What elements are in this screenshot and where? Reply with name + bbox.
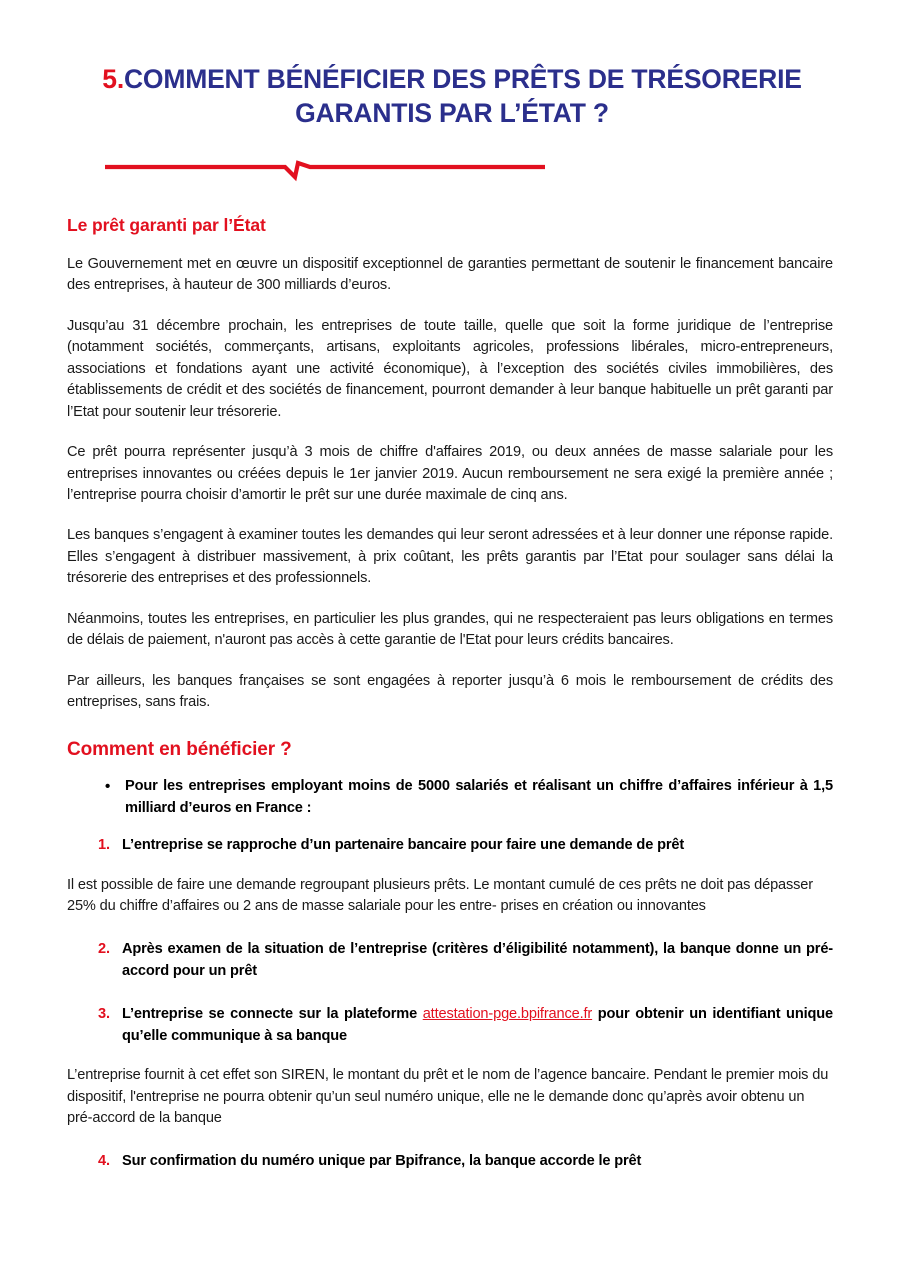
step-label: Après examen de la situation de l’entreprise (critères d’éligibilité notamment), la banque donne un pré-accord pour un prêt: [122, 941, 833, 979]
section-heading-comment-beneficier: Comment en bénéficier ?: [67, 739, 292, 761]
title-number: 5.: [102, 64, 124, 94]
step-label-after-link: pour obtenir un identifiant unique qu’elle communique à sa banque: [122, 1006, 833, 1044]
paragraph-montant-pret: Ce prêt pourra représenter jusqu’à 3 mois de chiffre d'affaires 2019, ou deux années de masse salariale pour les entreprises innovantes ou créées depuis le 1er janvier 2019. Aucun remboursement ne sera exigé la première année ; l’entreprise pourra choisir d’amortir le prêt sur une durée maximale de cinq ans.: [67, 444, 833, 503]
list-item-eligibility: [67, 776, 833, 819]
document-header: [67, 62, 833, 131]
document-body: [67, 215, 833, 1173]
step-label: Sur confirmation du numéro unique par Bpifrance, la banque accorde le prêt: [122, 1153, 642, 1170]
title-text: COMMENT BÉNÉFICIER DES PRÊTS DE TRÉSORERIE GARANTIS PAR L’ÉTAT ?: [123, 64, 802, 129]
numbered-step-3: [67, 1004, 833, 1047]
step-label-before-link: L’entreprise se connecte sur la plateforme: [122, 1006, 423, 1023]
paragraph-delais-paiement: Néanmoins, toutes les entreprises, en particulier les plus grandes, qui ne respecteraient pas leurs obligations en termes de délais de paiement, n'auront pas accès à cette garantie de l'Etat pour leurs crédits bancaires.: [67, 610, 833, 649]
numbered-step-1: [67, 835, 833, 856]
list-item-label: Pour les entreprises employant moins de 5000 salariés et réalisant un chiffre d’affaires inférieur à 1,5 milliard d’euros en France :: [125, 778, 833, 816]
paragraph-engagement-banques: Les banques s’engagent à examiner toutes les demandes qui leur seront adressées et à leur donner une réponse rapide. Elles s’engagent à distribuer massivement, à prix coûtant, les prêts garantis par l’Etat pour soulager sans délai la trésorerie des entreprises et des professionnels.: [67, 527, 833, 587]
numbered-step-2: [67, 939, 833, 982]
attestation-pge-link[interactable]: attestation-pge.bpifrance.fr: [422, 1006, 593, 1023]
paragraph-report-credits: Par ailleurs, les banques françaises se sont engagées à reporter jusqu’à 6 mois le remboursement de crédits des entreprises, sans frais.: [67, 672, 833, 710]
numbered-step-4: [67, 1151, 833, 1172]
title-underline-decoration: [105, 155, 545, 185]
step-number: 1.: [98, 837, 110, 854]
bullet-dot-icon: •: [105, 778, 111, 796]
step-label: L’entreprise se rapproche d’un partenaire bancaire pour faire une demande de prêt: [122, 837, 685, 854]
paragraph-demande-regroupee: Il est possible de faire une demande regroupant plusieurs prêts. Le montant cumulé de ces prêts ne doit pas dépasser 25% du chiffre d’affaires ou 2 ans de masse salariale pour les entre- prises en création ou innovantes: [67, 876, 813, 914]
paragraph-dispositif: Le Gouvernement met en œuvre un dispositif exceptionnel de garanties permettant de soutenir le financement bancaire des entreprises, à hauteur de 300 milliards d’euros.: [67, 256, 833, 294]
page-title: [67, 62, 833, 131]
section-heading-pret-garanti: Le prêt garanti par l’État: [67, 215, 266, 235]
step-number: 3.: [98, 1006, 110, 1023]
step-number: 4.: [98, 1153, 110, 1170]
paragraph-siren-numero-unique: L’entreprise fournit à cet effet son SIREN, le montant du prêt et le nom de l’agence bancaire. Pendant le premier mois du dispositif, l'entreprise ne pourra obtenir qu’un seul numéro unique, elle ne le demande donc qu’après avoir obtenu un pré-accord de la banque: [67, 1067, 829, 1127]
paragraph-entreprises-eligibles: Jusqu’au 31 décembre prochain, les entreprises de toute taille, quelle que soit la forme juridique de l’entreprise (notamment sociétés, commerçants, artisans, exploitants agricoles, professions libérales, micro-entrepreneurs, associations et fondations ayant une activité économique), à l’exception des sociétés civiles immobilières, des établissements de crédit et des sociétés de financement, pourront demander à leur banque habituelle un prêt garanti par l’Etat pour soutenir leur trésorerie.: [67, 317, 833, 420]
eligibility-bullet-list: [67, 776, 833, 819]
step-number: 2.: [98, 941, 110, 958]
